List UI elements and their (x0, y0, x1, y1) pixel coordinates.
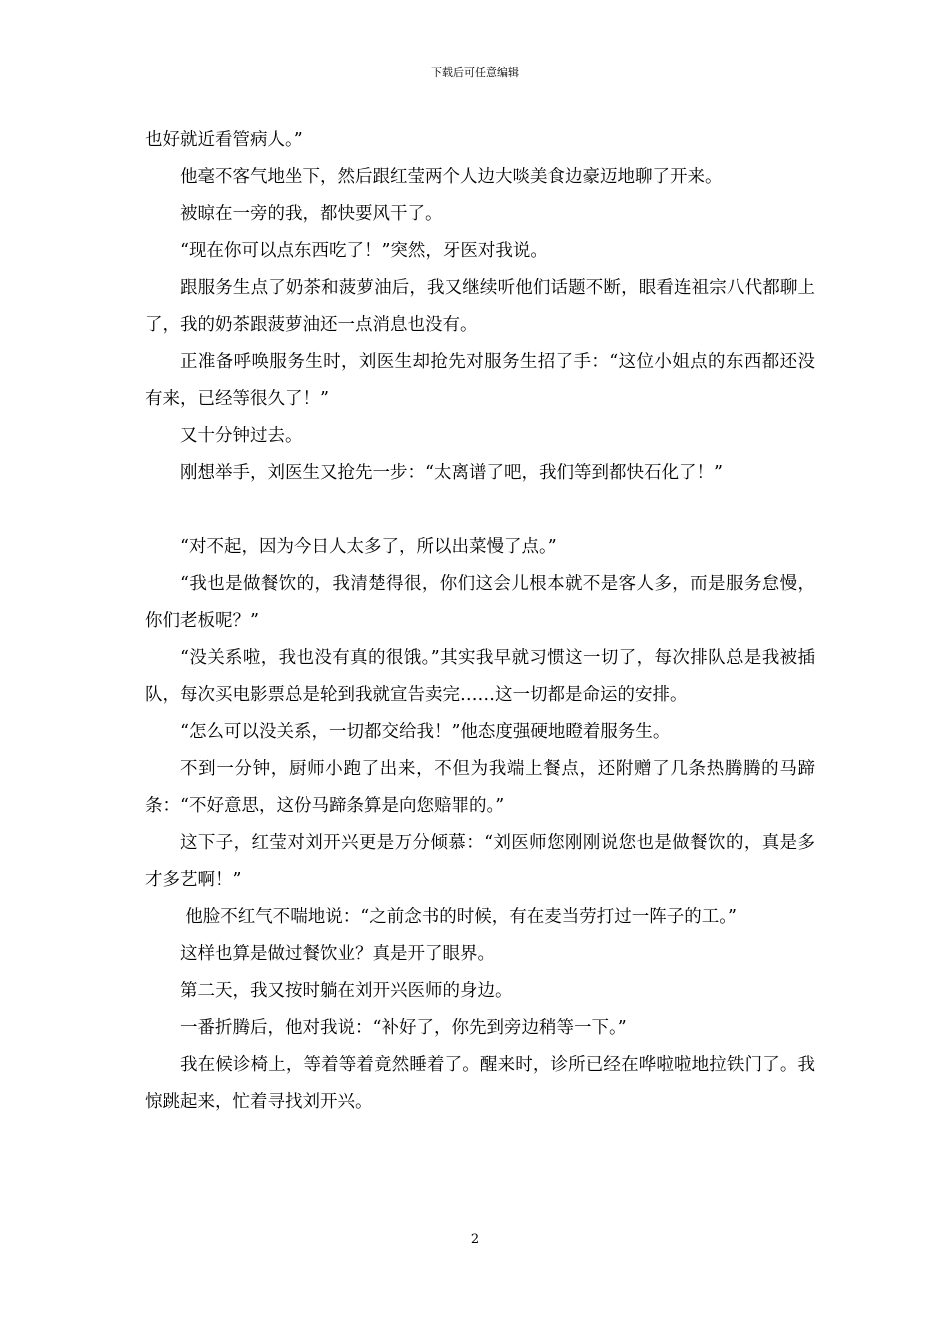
paragraph: 这下子，红莹对刘开兴更是万分倾慕：“刘医师您刚刚说您也是做餐饮的，真是多才多艺啊！” (145, 833, 815, 890)
paragraph: “没关系啦，我也没有真的很饿。”其实我早就习惯这一切了，每次排队总是我被插队，每次买电影票总是轮到我就宣告卖完……这一切都是命运的安排。 (145, 648, 815, 705)
paragraph: “我也是做餐饮的，我清楚得很，你们这会儿根本就不是客人多，而是服务怠慢，你们老板呢？” (145, 574, 815, 631)
paragraph: “对不起，因为今日人太多了，所以出菜慢了点。” (180, 537, 557, 557)
paragraph: 被晾在一旁的我，都快要风干了。 (180, 204, 443, 224)
paragraph: “现在你可以点东西吃了！”突然，牙医对我说。 (180, 241, 548, 261)
paragraph: 也好就近看管病人。” (145, 130, 303, 150)
paragraph: 不到一分钟，厨师小跑了出来，不但为我端上餐点，还附赠了几条热腾腾的马蹄条：“不好意思，这份马蹄条算是向您赔罪的。” (145, 759, 815, 816)
paragraph: 他毫不客气地坐下，然后跟红莹两个人边大啖美食边豪迈地聊了开来。 (180, 167, 723, 187)
document-body (145, 122, 815, 1121)
paragraph: 又十分钟过去。 (180, 426, 303, 446)
paragraph: 这样也算是做过餐饮业？真是开了眼界。 (180, 944, 495, 964)
blank-line (145, 492, 815, 529)
paragraph: 第二天，我又按时躺在刘开兴医师的身边。 (180, 981, 513, 1001)
paragraph: 刚想举手，刘医生又抢先一步：“太离谱了吧，我们等到都快石化了！” (180, 463, 723, 483)
page-number: 2 (470, 1232, 480, 1247)
paragraph: 我在候诊椅上，等着等着竟然睡着了。醒来时，诊所已经在哗啦啦地拉铁门了。我惊跳起来，忙着寻找刘开兴。 (145, 1055, 815, 1112)
paragraph: “怎么可以没关系，一切都交给我！”他态度强硬地瞪着服务生。 (180, 722, 671, 742)
paragraph: 正准备呼唤服务生时，刘医生却抢先对服务生招了手：“这位小姐点的东西都还没有来，已经等很久了！” (145, 352, 815, 409)
paragraph: 一番折腾后，他对我说：“补好了，你先到旁边稍等一下。” (180, 1018, 627, 1038)
paragraph: 他脸不红气不喘地说：“之前念书的时候，有在麦当劳打过一阵子的工。” (185, 907, 737, 927)
paragraph: 跟服务生点了奶茶和菠萝油后，我又继续听他们话题不断，眼看连祖宗八代都聊上了，我的奶茶跟菠萝油还一点消息也没有。 (145, 278, 815, 335)
page-header: 下载后可任意编辑 (431, 66, 519, 79)
